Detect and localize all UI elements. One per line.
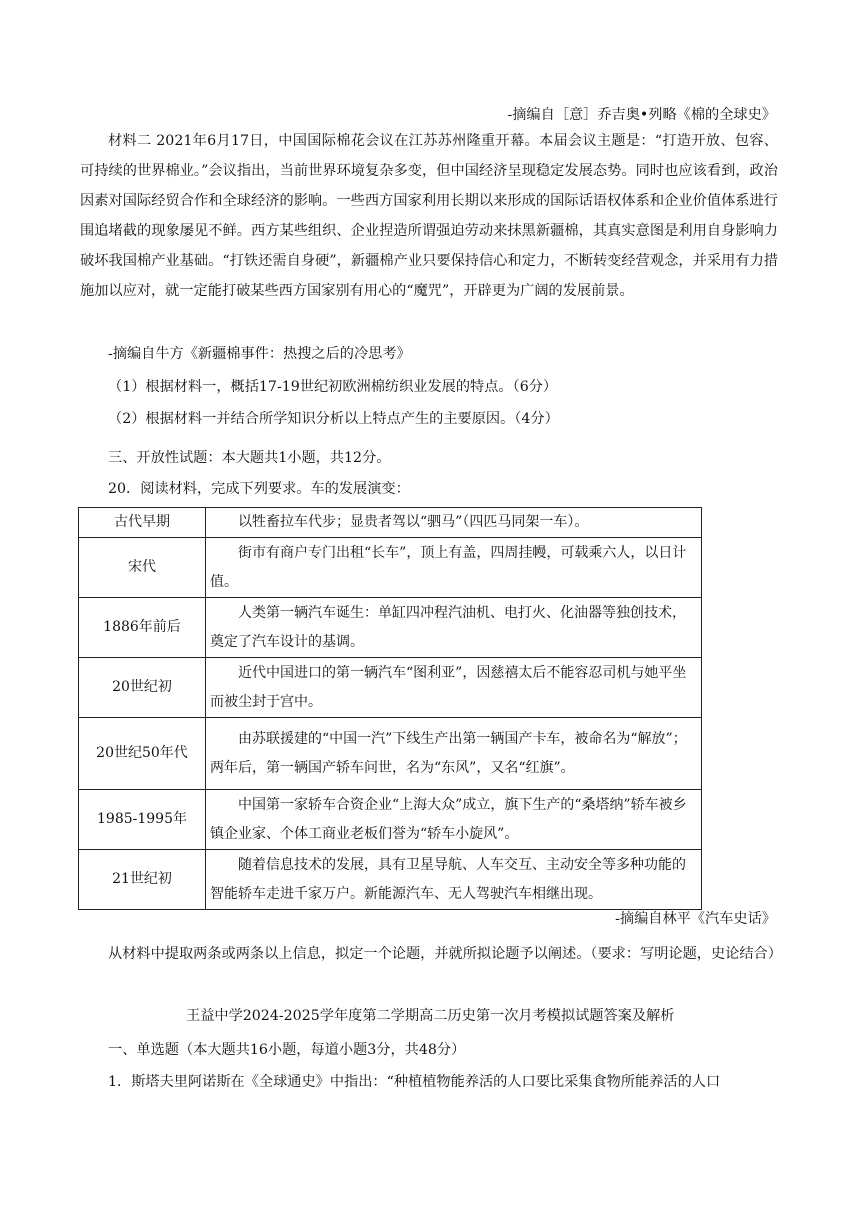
era-cell: 21世纪初: [79, 850, 206, 910]
source-citation-2: -摘编自牛方《新疆棉事件：热搜之后的冷思考》: [108, 346, 411, 362]
question-2-prompt: （2）根据材料一并结合所学知识分析以上特点产生的主要原因。（4分）: [108, 411, 559, 427]
description-cell: 人类第一辆汽车诞生：单缸四冲程汽油机、电打火、化油器等独创技术，奠定了汽车设计的基调。: [206, 598, 702, 658]
era-cell: 1886年前后: [79, 598, 206, 658]
answer-1-text: 1．斯塔夫里阿诺斯在《全球通史》中指出：“种植植物能养活的人口要比采集食物所能养活的人口: [108, 1074, 721, 1090]
source-citation-1: -摘编自［意］乔吉奥•列略《棉的全球史》: [507, 107, 776, 123]
description-cell: 中国第一家轿车合资企业“上海大众”成立，旗下生产的“桑塔纳”轿车被乡镇企业家、个体工商业老板们誉为“轿车小旋风”。: [206, 790, 702, 850]
era-cell: 宋代: [79, 538, 206, 598]
question-1-prompt: （1）根据材料一，概括17-19世纪初欧洲棉纺织业发展的特点。（6分）: [108, 379, 558, 395]
source-citation-3: -摘编自林平《汽车史话》: [615, 911, 776, 927]
description-cell: 由苏联援建的“中国一汽”下线生产出第一辆国产卡车，被命名为“解放”；两年后，第一辆国产轿车问世，名为“东风”，又名“红旗”。: [206, 718, 702, 790]
car-evolution-table: [78, 507, 702, 910]
era-cell: 20世纪50年代: [79, 718, 206, 790]
table-row: [79, 850, 702, 910]
era-cell: 1985-1995年: [79, 790, 206, 850]
table-row: [79, 790, 702, 850]
description-cell: 街市有商户专门出租“长车”，顶上有盖，四周挂幔，可载乘六人，以日计值。: [206, 538, 702, 598]
section-one-heading: 一、单选题（本大题共16小题，每道小题3分，共48分）: [108, 1042, 466, 1058]
table-row: [79, 538, 702, 598]
section-three-heading: 三、开放性试题：本大题共1小题，共12分。: [108, 450, 391, 466]
description-cell: 随着信息技术的发展，具有卫星导航、人车交互、主动安全等多种功能的智能轿车走进千家万户。新能源汽车、无人驾驶汽车相继出现。: [206, 850, 702, 910]
table-row: [79, 658, 702, 718]
question-20-prompt: 20．阅读材料，完成下列要求。车的发展演变：: [108, 481, 410, 497]
era-cell: 20世纪初: [79, 658, 206, 718]
material-two-paragraph: 材料二 2021年6月17日，中国国际棉花会议在江苏苏州隆重开幕。本届会议主题是：“打造开放、包容、可持续的世界棉业。”会议指出，当前世界环境复杂多变，但中国经济呈现稳定发展态势。同时也应该看到，政治因素对国际经贸合作和全球经济的影响。一些西方国家利用长期以来形成的国际话语权体系和企业价值体系进行围追堵截的现象屡见不鲜。西方某些组织、企业捏造所谓强迫劳动来抹黑新疆棉，其真实意图是利用自身影响力破坏我国棉产业基础。“打铁还需自身硬”，新疆棉产业只要保持信心和定力，不断转变经营观念，并采用有力措施加以应对，就一定能打破某些西方国家别有用心的“魔咒”，开辟更为广阔的发展前景。: [80, 133, 778, 299]
table-row: [79, 718, 702, 790]
table-row: [79, 508, 702, 538]
task-instruction: 从材料中提取两条或两条以上信息，拟定一个论题，并就所拟论题予以阐述。（要求：写明论题，史论结合）: [108, 946, 782, 962]
answer-key-title: 王益中学2024-2025学年度第二学期高二历史第一次月考模拟试题答案及解析: [186, 1008, 675, 1024]
description-cell: 近代中国进口的第一辆汽车“图利亚”，因慈禧太后不能容忍司机与她平坐而被尘封于宫中。: [206, 658, 702, 718]
description-cell: 以牲畜拉车代步；显贵者驾以“驷马”（四匹马同架一车）。: [206, 508, 702, 538]
era-cell: 古代早期: [79, 508, 206, 538]
table-row: [79, 598, 702, 658]
